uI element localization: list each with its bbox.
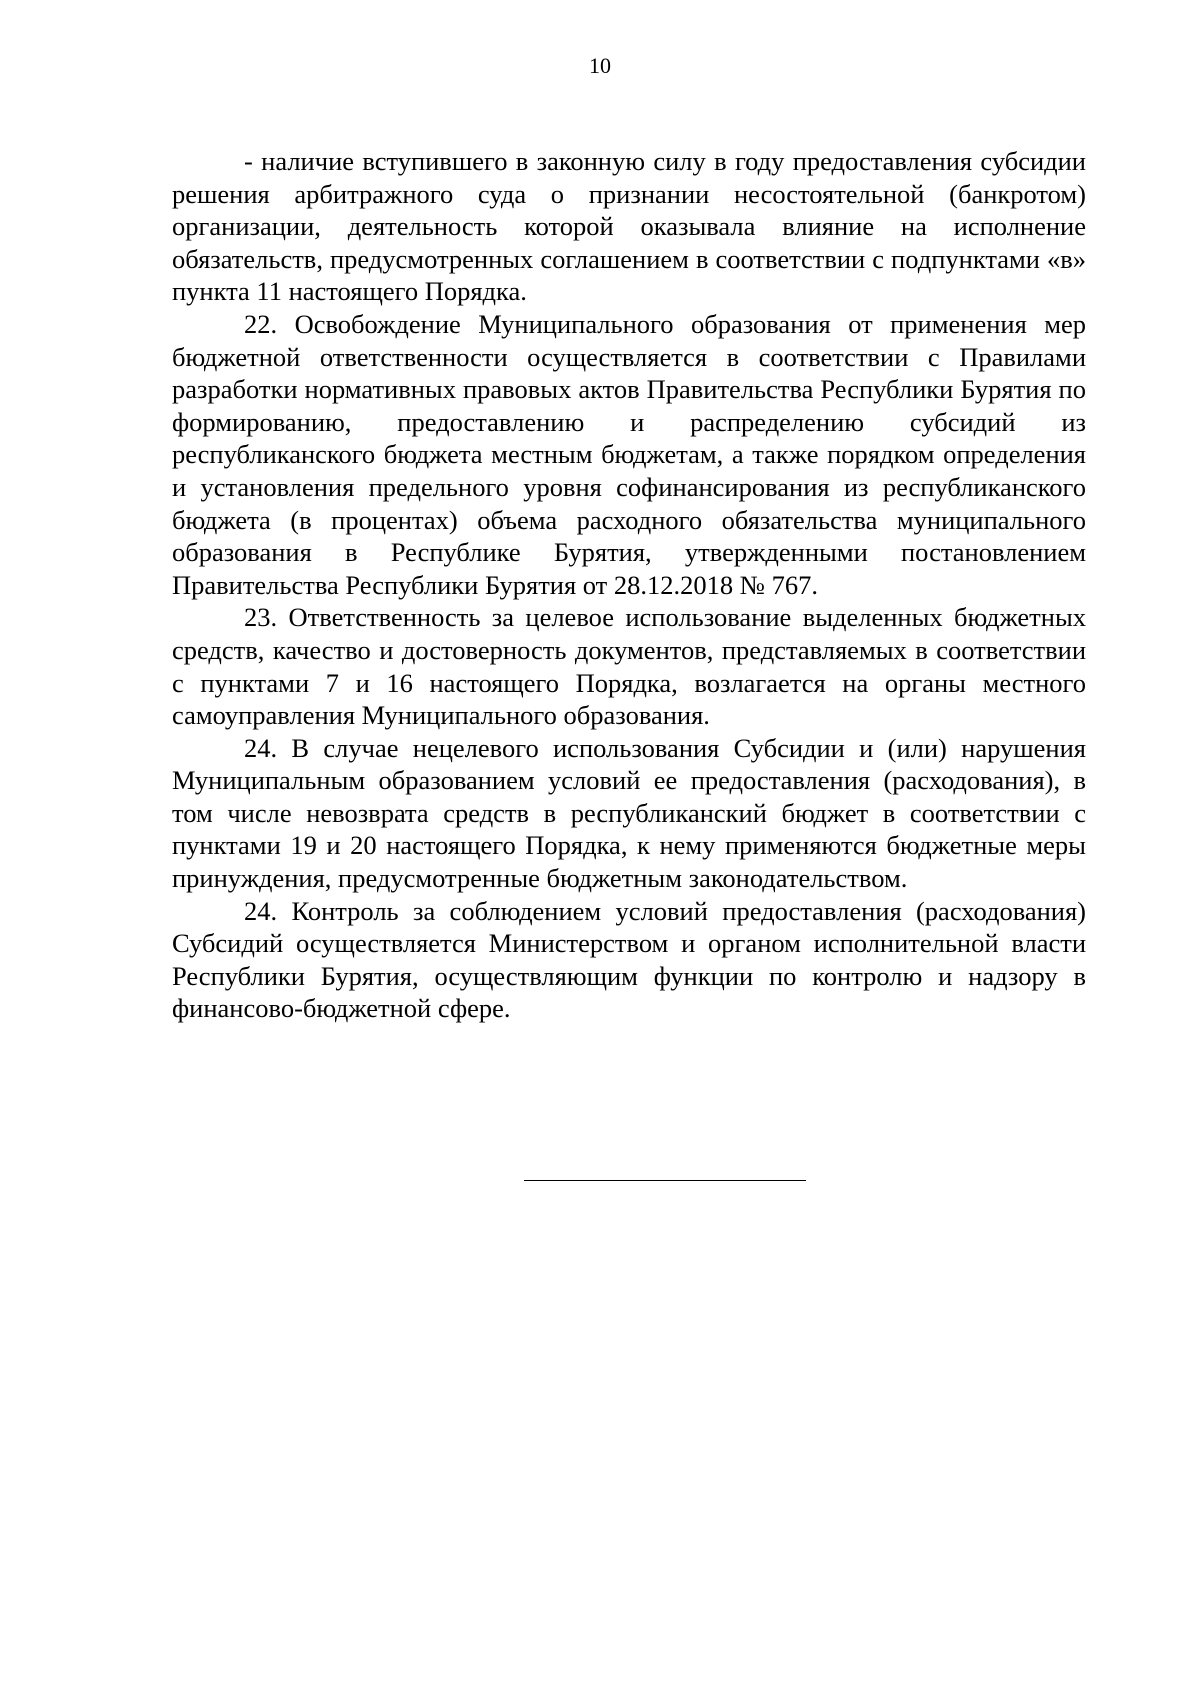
paragraph-24-misuse: 24. В случае нецелевого использования Субсидии и (или) нарушения Муниципальным образованием условий ее предоставления (расходования), в том числе невозврата средств в республиканский бюджет в соответствии с пунктами 19 и 20 настоящего Порядка, к нему применяются бюджетные меры принуждения, предусмотренные бюджетным законодательством. <box>172 732 1086 894</box>
document-body <box>172 145 1086 1025</box>
page-number: 10 <box>589 53 611 78</box>
paragraph-22-exemption: 22. Освобождение Муниципального образования от применения мер бюджетной ответственности осуществляется в соответствии с Правилами разработки нормативных правовых актов Правительства Республики Бурятия по формированию, предоставлению и распределению субсидий из республиканского бюджета местным бюджетам, а также порядком определения и установления предельного уровня софинансирования из республиканского бюджета (в процентах) объема расходного обязательства муниципального образования в Республике Бурятия, утвержденными постановлением Правительства Республики Бурятия от 28.12.2018 № 767. <box>172 308 1086 600</box>
paragraph-24-control: 24. Контроль за соблюдением условий предоставления (расходования) Субсидий осуществляется Министерством и органом исполнительной власти Республики Бурятия, осуществляющим функции по контролю и надзору в финансово-бюджетной сфере. <box>172 895 1086 1024</box>
paragraph-bankruptcy-condition: - наличие вступившего в законную силу в году предоставления субсидии решения арбитражного суда о признании несостоятельной (банкротом) организации, деятельность которой оказывала влияние на исполнение обязательств, предусмотренных соглашением в соответствии с подпунктами «в» пункта 11 настоящего Порядка. <box>172 146 1086 307</box>
end-separator-line <box>524 1180 806 1181</box>
paragraph-23-responsibility: 23. Ответственность за целевое использование выделенных бюджетных средств, качество и достоверность документов, представляемых в соответствии с пунктами 7 и 16 настоящего Порядка, возлагается на органы местного самоуправления Муниципального образования. <box>172 602 1086 731</box>
